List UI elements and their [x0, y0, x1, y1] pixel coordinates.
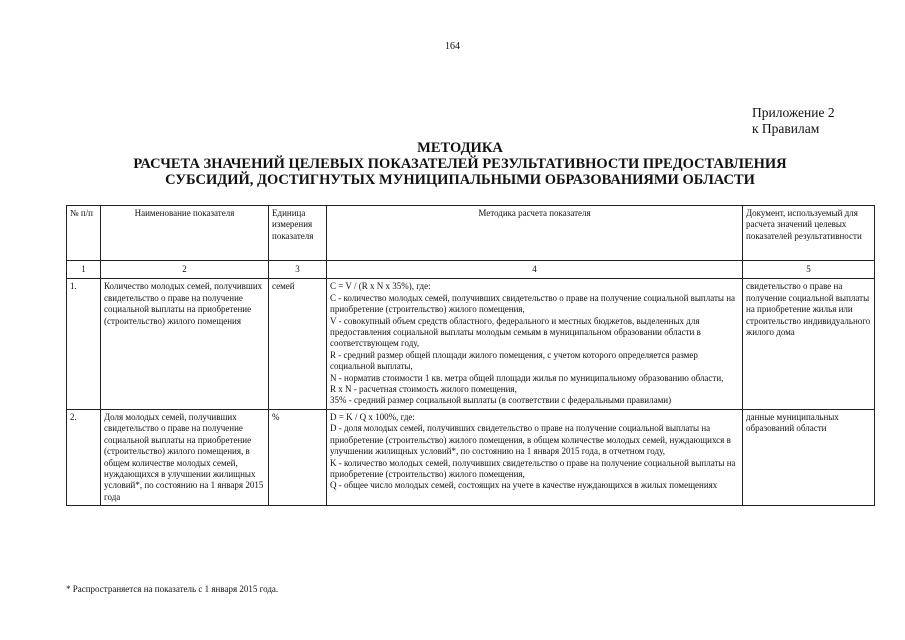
method-line: D - доля молодых семей, получивших свидетельство о праве на получение социальной выплаты на приобретение (строительство) жилого помещения, в общем количестве молодых семей, нуждающихся в улучшении жилищных условий*, по состоянию на 1 января 2015 года, в отчетном году,: [330, 423, 731, 457]
table-row: [67, 279, 875, 409]
column-number-row: [67, 261, 875, 279]
title-line: МЕТОДИКА: [417, 140, 503, 156]
column-number: 1: [67, 261, 101, 279]
header-indicator-name: Наименование показателя: [101, 206, 269, 261]
method-line: K - количество молодых семей, получивших свидетельство о праве на получение социальной выплаты на приобретение (строительство) жилого помещения,: [330, 457, 736, 479]
calculation-method: [327, 409, 743, 505]
table-row: [67, 409, 875, 505]
indicator-unit: семей: [269, 279, 327, 409]
title-line: РАСЧЕТА ЗНАЧЕНИЙ ЦЕЛЕВЫХ ПОКАЗАТЕЛЕЙ РЕЗУЛЬТАТИВНОСТИ ПРЕДОСТАВЛЕНИЯ: [133, 156, 787, 172]
page-number: 164: [445, 41, 460, 52]
method-line: R x N - расчетная стоимость жилого помещения,: [330, 384, 517, 395]
header-number: № п/п: [67, 206, 101, 261]
title-line: СУБСИДИЙ, ДОСТИГНУТЫХ МУНИЦИПАЛЬНЫМИ ОБРАЗОВАНИЯМИ ОБЛАСТИ: [165, 172, 755, 188]
document-title: [60, 140, 860, 188]
column-number: 2: [101, 261, 269, 279]
header-document: Документ, используемый для расчета значений целевых показателей результативности: [743, 206, 875, 261]
table-header-row: [67, 206, 875, 261]
column-number: 3: [269, 261, 327, 279]
footnote: * Распространяется на показатель с 1 января 2015 года.: [66, 584, 279, 594]
methodology-table: [66, 205, 875, 506]
indicator-unit: %: [269, 409, 327, 505]
method-line: Q - общее число молодых семей, состоящих на учете в качестве нуждающихся в жилых помещениях: [330, 480, 718, 491]
method-line: C = V / (R x N x 35%), где:: [330, 281, 431, 292]
method-line: D = K / Q x 100%, где:: [330, 411, 415, 422]
appendix-line: Приложение 2: [752, 105, 835, 120]
source-document: данные муниципальных образований области: [743, 409, 875, 505]
indicator-name: Количество молодых семей, получивших свидетельство о праве на получение социальной выплаты на приобретение (строительство) жилого помещения: [101, 279, 269, 409]
row-number: 2.: [67, 409, 101, 505]
method-line: R - средний размер общей площади жилого помещения, с учетом которого определяется размер социальной выплаты,: [330, 349, 698, 372]
appendix-label: [752, 105, 835, 137]
appendix-line: к Правилам: [752, 121, 820, 136]
method-line: V - совокупный объем средств областного, федерального и местных бюджетов, выделенных для предоставления социальной выплаты молодым семьям в муниципальном образовании области в соответствующем году,: [330, 315, 701, 349]
source-document: свидетельство о праве на получение социальной выплаты на приобретение жилья или строительство индивидуального жилого дома: [743, 279, 875, 409]
row-number: 1.: [67, 279, 101, 409]
header-method: Методика расчета показателя: [327, 206, 743, 261]
indicator-name: Доля молодых семей, получивших свидетельство о праве на получение социальной выплаты на приобретение (строительство) жилого помещения, в общем количестве молодых семей, нуждающихся в улучшении жилищных условий*, по состоянию на 1 января 2015 года: [101, 409, 269, 505]
calculation-method: [327, 279, 743, 409]
method-line: 35% - средний размер социальной выплаты (в соответствии с федеральными правилами): [330, 395, 672, 406]
column-number: 4: [327, 261, 743, 279]
column-number: 5: [743, 261, 875, 279]
method-line: C - количество молодых семей, получивших свидетельство о праве на получение социальной выплаты на приобретение (строительство) жилого помещения,: [330, 292, 736, 315]
header-unit: Единица измерения показателя: [269, 206, 327, 261]
method-line: N - норматив стоимости 1 кв. метра общей площади жилья по муниципальному образованию области,: [330, 372, 724, 383]
